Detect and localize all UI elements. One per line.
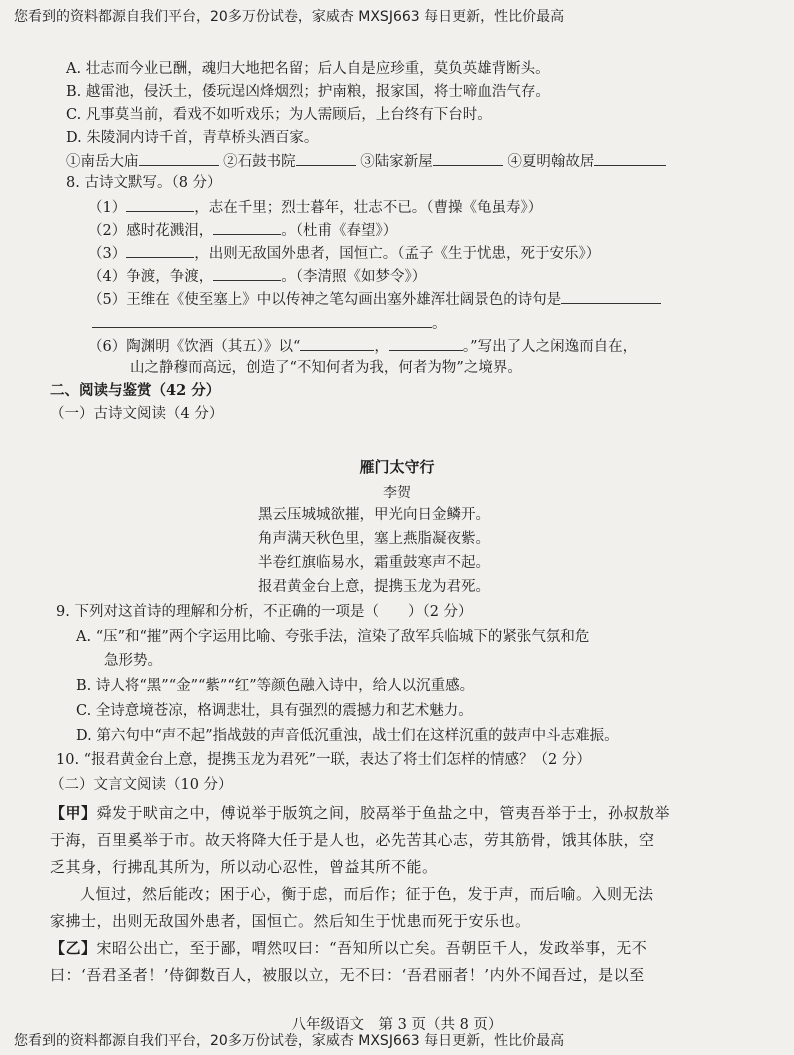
- poem-line-3: 半卷红旗临易水，霜重鼓寒声不起。: [258, 555, 490, 571]
- q9-option-b: B. 诗人将“黑”“金”“紫”“红”等颜色融入诗中，给人以沉重感。: [76, 678, 475, 694]
- answer-blank[interactable]: [126, 197, 194, 212]
- place-3: ③陆家新屋: [360, 154, 433, 170]
- answer-blank[interactable]: [561, 289, 661, 304]
- jia-label: 【甲】: [50, 804, 97, 822]
- answer-blank[interactable]: [213, 220, 281, 235]
- q8-item-5-line2: 。: [92, 313, 447, 333]
- answer-blank[interactable]: [126, 243, 194, 258]
- answer-blank[interactable]: [139, 151, 219, 166]
- q9-option-a-cont: 急形势。: [104, 653, 162, 669]
- q8-item-1: （1） ，志在千里；烈士暮年，壮志不已。（曹操《龟虽寿》）: [88, 197, 542, 217]
- q8-item-4: （4）争渡，争渡， 。（李清照《如梦令》）: [88, 266, 426, 286]
- yi-line-2: 曰：‘吾君圣者！’侍御数百人，被服以立，无不曰：‘吾君丽者！’内外不闻吾过，是以至: [50, 966, 645, 984]
- top-banner: 您看到的资料都源自我们平台，20多万份试卷，家威杏 MXSJ663 每日更新，性比价最高: [14, 9, 565, 25]
- answer-blank[interactable]: [594, 151, 666, 166]
- jia-line-5: 家拂士，出则无敌国外患者，国恒亡。然后知生于忧患而死于安乐也。: [50, 912, 531, 930]
- jia-line-1: 【甲】舜发于畎亩之中，傅说举于版筑之间，胶鬲举于鱼盐之中，管夷吾举于士，孙叔敖举: [50, 804, 671, 822]
- q7-option-d: D. 朱陵洞内诗千首，青草桥头酒百家。: [66, 130, 319, 146]
- jia-line-4: 人恒过，然后能改；困于心，衡于虑，而后作；征于色，发于声，而后喻。入则无法: [80, 885, 654, 903]
- section-2-sub1: （一）古诗文阅读（4 分）: [50, 406, 224, 422]
- answer-blank[interactable]: [433, 151, 503, 166]
- q8-item-6-cont: 山之静穆而高远，创造了“不知何者为我，何者为物”之境界。: [130, 360, 522, 376]
- answer-blank[interactable]: [300, 336, 374, 351]
- page-footer: 八年级语文 第 3 页（共 8 页）: [291, 1017, 503, 1033]
- poem-title: 雁门太守行: [359, 458, 435, 476]
- q8-item-5: （5）王维在《使至塞上》中以传神之笔勾画出塞外雄浑壮阔景色的诗句是: [88, 289, 661, 309]
- yi-label: 【乙】: [50, 939, 97, 957]
- section-2-sub2: （二）文言文阅读（10 分）: [50, 777, 233, 793]
- q8-item-3: （3） ，出则无敌国外患者，国恒亡。（孟子《生于忧患，死于安乐》）: [88, 243, 600, 263]
- answer-blank[interactable]: [92, 313, 432, 328]
- q7-option-a: A. 壮志而今业已酬，魂归大地把名留；后人自是应珍重，莫负英雄背断头。: [66, 61, 550, 77]
- jia-line-3: 乏其身，行拂乱其所为，所以动心忍性，曾益其所不能。: [50, 858, 438, 876]
- q9-option-c: C. 全诗意境苍凉，格调悲壮，具有强烈的震撼力和艺术魅力。: [76, 703, 473, 719]
- poem-author: 李贺: [383, 485, 411, 501]
- poem-line-4: 报君黄金台上意，提携玉龙为君死。: [258, 579, 490, 595]
- q7-places: [66, 151, 666, 171]
- answer-blank[interactable]: [296, 151, 356, 166]
- poem-line-1: 黑云压城城欲摧，甲光向日金鳞开。: [258, 507, 490, 523]
- q10-stem: 10. “报君黄金台上意，提携玉龙为君死”一联，表达了将士们怎样的情感？（2 分）: [56, 752, 591, 768]
- answer-blank[interactable]: [389, 336, 463, 351]
- poem-line-2: 角声满天秋色里，塞上燕脂凝夜紫。: [258, 531, 490, 547]
- bottom-banner: 您看到的资料都源自我们平台，20多万份试卷，家威杏 MXSJ663 每日更新，性比价最高: [14, 1033, 565, 1049]
- q7-option-c: C. 凡事莫当前，看戏不如听戏乐；为人需顾后，上台终有下台时。: [66, 107, 492, 123]
- q9-option-a: A. “压”和“摧”两个字运用比喻、夸张手法，渲染了敌军兵临城下的紧张气氛和危: [76, 629, 590, 645]
- q8-item-6: （6）陶渊明《饮酒（其五）》以“ ， 。”写出了人之闲逸而自在，: [88, 336, 637, 356]
- jia-line-2: 于海，百里奚举于市。故天将降大任于是人也，必先苦其心志，劳其筋骨，饿其体肤，空: [50, 831, 655, 849]
- yi-line-1: 【乙】宋昭公出亡，至于鄙，喟然叹曰：“吾知所以亡矣。吾朝臣千人，发政举事，无不: [50, 939, 648, 957]
- place-1: ①南岳大庙: [66, 154, 139, 170]
- q7-option-b: B. 越雷池，侵沃土，倭玩逞凶烽烟烈；护南粮，报家国，将士啼血浩气存。: [66, 84, 550, 100]
- answer-blank[interactable]: [213, 266, 281, 281]
- q9-stem: 9. 下列对这首诗的理解和分析，不正确的一项是（ ）（2 分）: [56, 604, 473, 620]
- q9-option-d: D. 第六句中“声不起”指战鼓的声音低沉重浊，战士们在这样沉重的鼓声中斗志难振。: [76, 728, 619, 744]
- place-2: ②石鼓书院: [223, 154, 296, 170]
- q8-title: 8. 古诗文默写。（8 分）: [66, 175, 222, 191]
- q8-item-2: （2）感时花溅泪， 。（杜甫《春望》）: [88, 220, 397, 240]
- section-2-title: 二、阅读与鉴赏（42 分）: [50, 382, 221, 399]
- place-4: ④夏明翰故居: [507, 154, 595, 170]
